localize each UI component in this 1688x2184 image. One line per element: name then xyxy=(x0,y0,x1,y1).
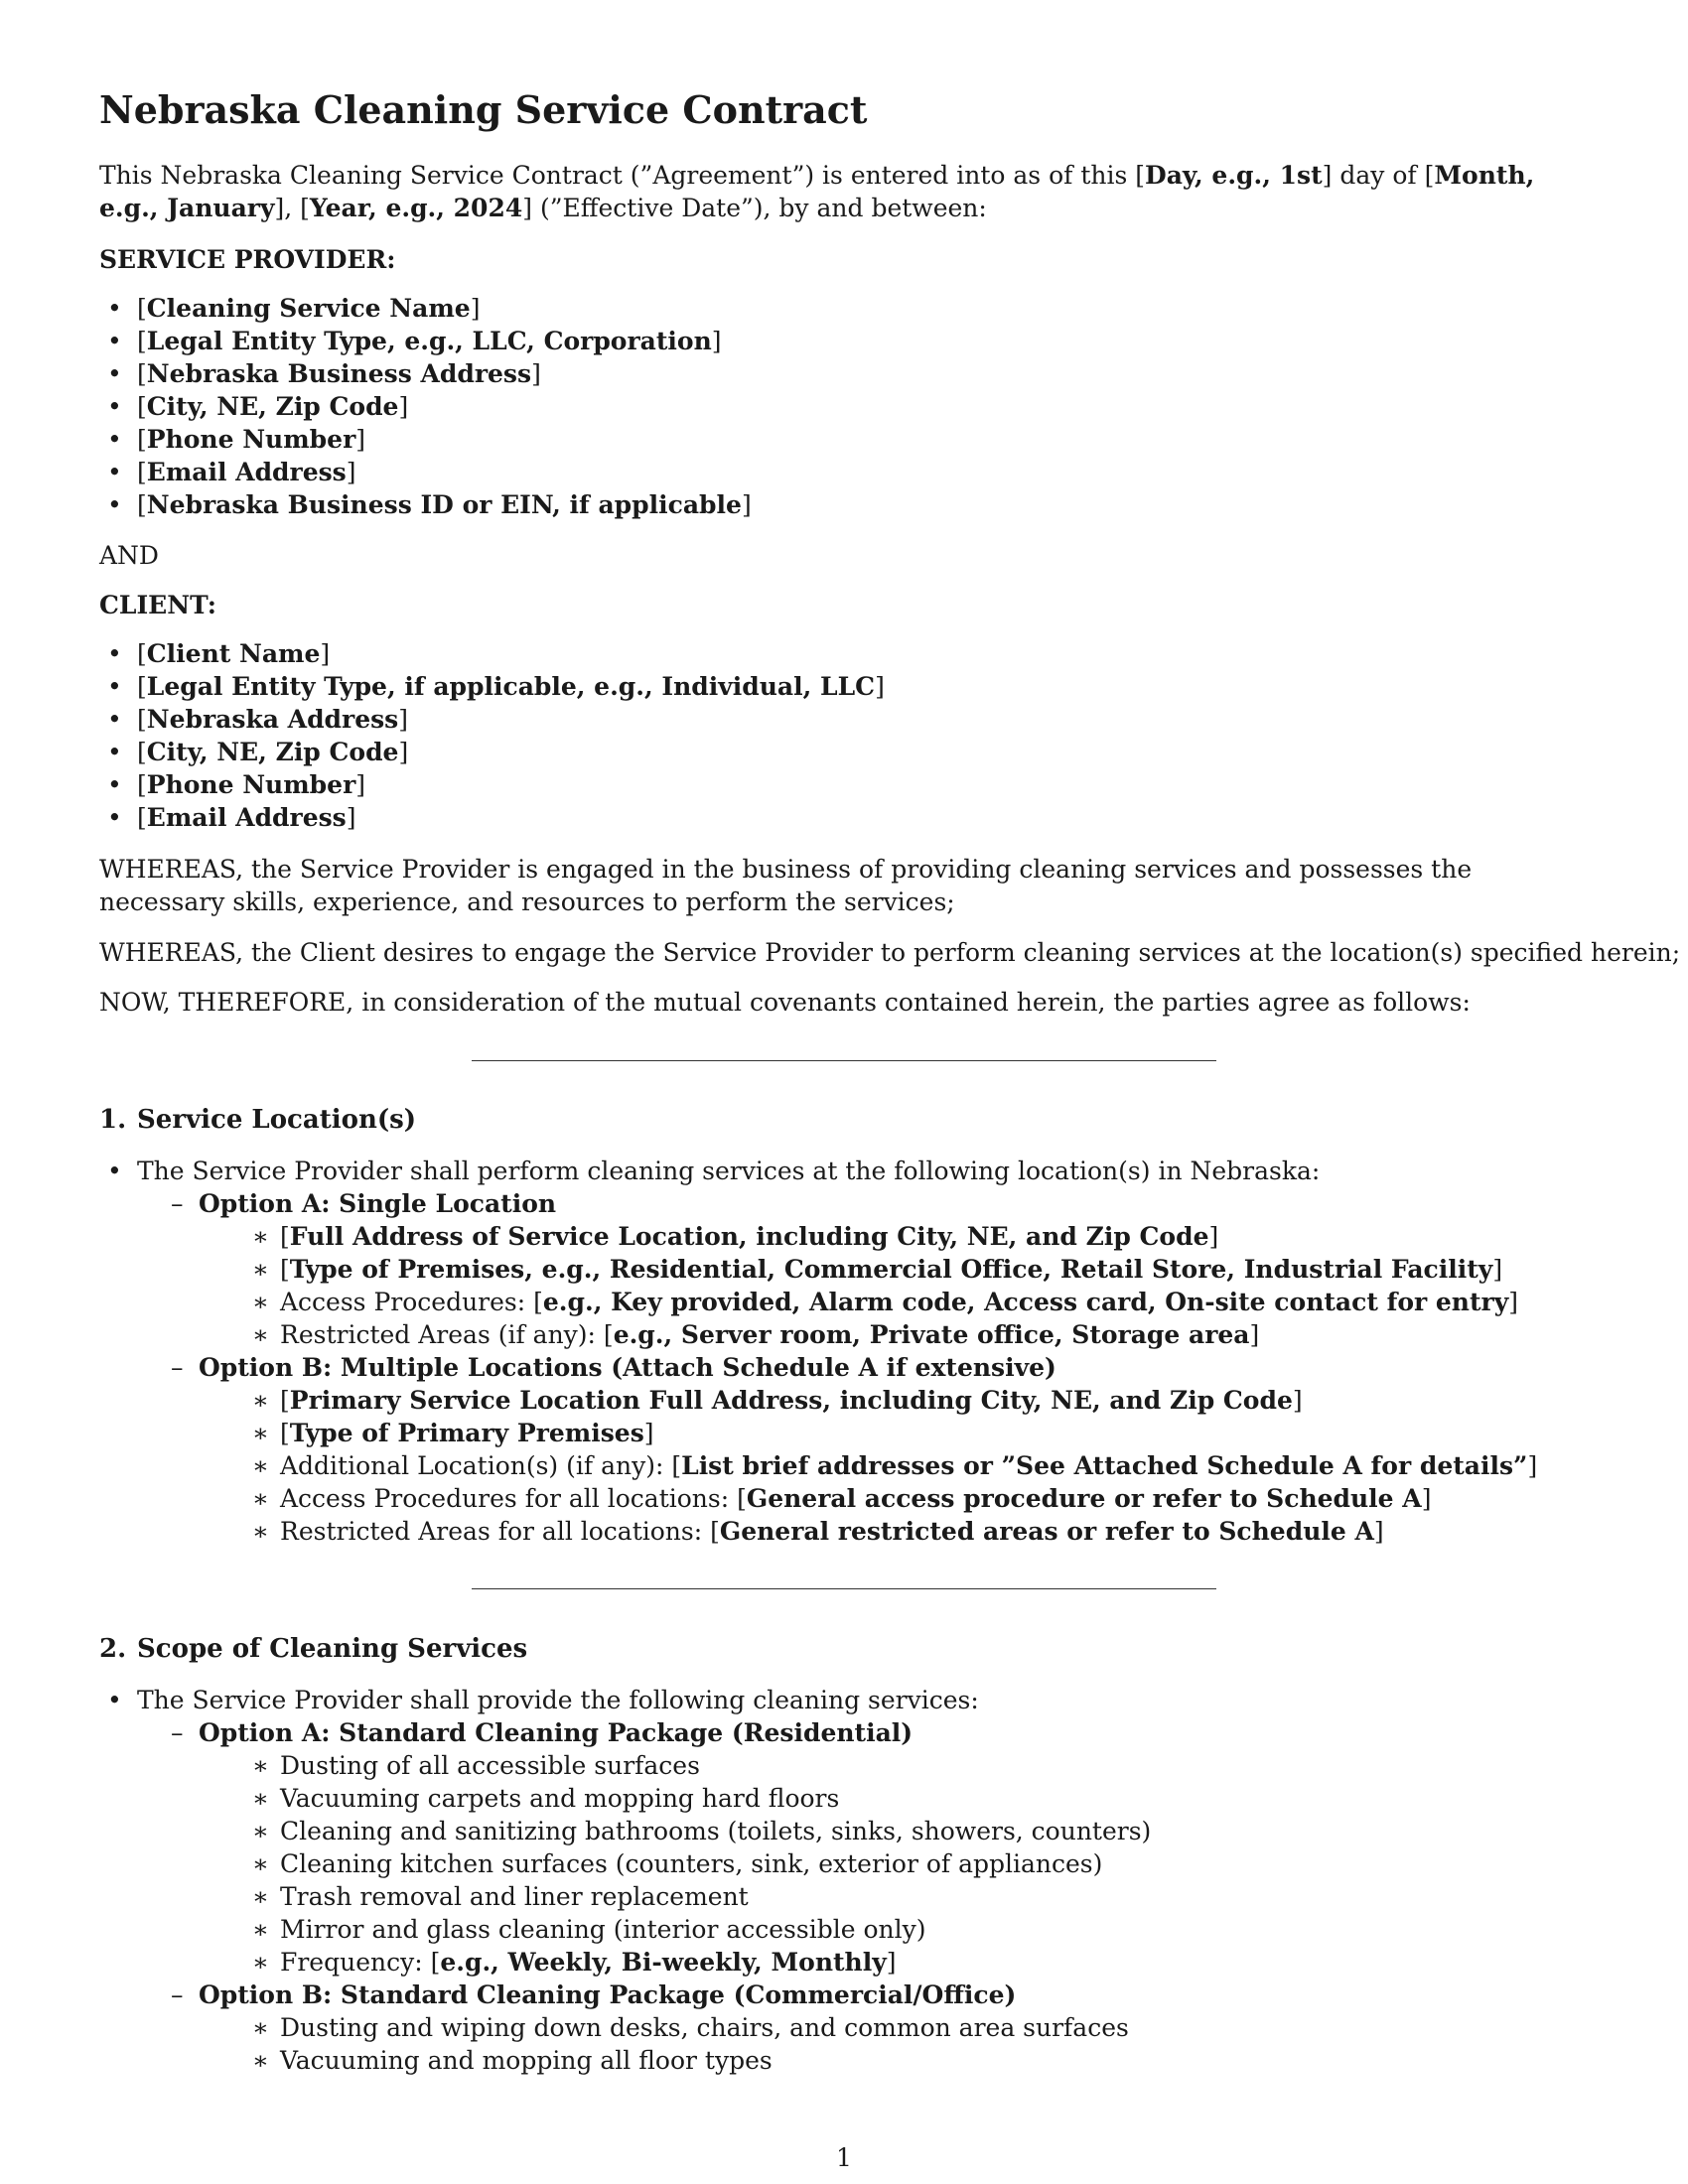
list-item: ∗ Restricted Areas (if any): [e.g., Server room, Private office, Storage area] xyxy=(280,1318,1259,1351)
list-item: ∗ Cleaning kitchen surfaces (counters, sink, exterior of appliances) xyxy=(280,1847,1102,1880)
day-placeholder: Day, e.g., 1st xyxy=(1145,161,1323,190)
intro-text-2: day of xyxy=(1332,161,1425,190)
year-placeholder: Year, e.g., 2024 xyxy=(309,194,523,222)
service-provider-heading: SERVICE PROVIDER: xyxy=(99,245,396,274)
whereas-paragraph-2: WHEREAS, the Client desires to engage the Service Provider to perform cleaning services at the location(s) specified herein; xyxy=(99,938,1681,967)
list-item: • [Email Address] xyxy=(137,456,356,488)
section-2-option-a: – Option A: Standard Cleaning Package (Residential) xyxy=(199,1716,913,1749)
section-2-lead: • The Service Provider shall provide the following cleaning services: xyxy=(137,1684,979,1716)
list-item: ∗ Frequency: [e.g., Weekly, Bi-weekly, Monthly] xyxy=(280,1946,897,1979)
list-item: • [Nebraska Business Address] xyxy=(137,357,541,390)
list-item: ∗ Access Procedures for all locations: [General access procedure or refer to Schedule A] xyxy=(280,1482,1431,1515)
intro-text-1: This Nebraska Cleaning Service Contract (”Agreement”) is entered into as of this xyxy=(99,161,1136,190)
document-title: Nebraska Cleaning Service Contract xyxy=(99,87,868,132)
list-item: ∗ Dusting of all accessible surfaces xyxy=(280,1749,700,1782)
list-item: ∗ Mirror and glass cleaning (interior accessible only) xyxy=(280,1913,925,1946)
list-item: • [Email Address] xyxy=(137,801,356,834)
list-item: ∗ Trash removal and liner replacement xyxy=(280,1880,749,1913)
section-2-option-b: – Option B: Standard Cleaning Package (Commercial/Office) xyxy=(199,1979,1016,2011)
list-item: • [Nebraska Business ID or EIN, if applicable] xyxy=(137,488,752,521)
list-item: ∗ [Full Address of Service Location, including City, NE, and Zip Code] xyxy=(280,1220,1218,1253)
section-1-option-b: – Option B: Multiple Locations (Attach Schedule A if extensive) xyxy=(199,1351,1056,1384)
list-item: ∗ [Type of Premises, e.g., Residential, Commercial Office, Retail Store, Industrial Facility] xyxy=(280,1253,1502,1286)
section-1-option-a: – Option A: Single Location xyxy=(199,1187,556,1220)
and-text: AND xyxy=(99,541,159,570)
list-item: • [Phone Number] xyxy=(137,423,365,456)
section-2-heading: 2. Scope of Cleaning Services xyxy=(99,1634,528,1664)
intro-text-4: (”Effective Date”), by and between: xyxy=(532,194,987,222)
list-item: • [Nebraska Address] xyxy=(137,703,408,736)
list-item: ∗ Vacuuming carpets and mopping hard floors xyxy=(280,1782,839,1815)
list-item: • [Phone Number] xyxy=(137,768,365,801)
list-item: ∗ [Type of Primary Premises] xyxy=(280,1417,654,1449)
list-item: • [City, NE, Zip Code] xyxy=(137,390,408,423)
list-item: ∗ Access Procedures: [e.g., Key provided, Alarm code, Access card, On-site contact for entry] xyxy=(280,1286,1518,1318)
section-1-heading: 1. Service Location(s) xyxy=(99,1105,417,1135)
month-placeholder: Month, e.g., January xyxy=(99,161,1535,222)
section-divider xyxy=(472,1588,1216,1589)
list-item: ∗ [Primary Service Location Full Address, including City, NE, and Zip Code] xyxy=(280,1384,1303,1417)
list-item: • [City, NE, Zip Code] xyxy=(137,736,408,768)
client-heading: CLIENT: xyxy=(99,591,217,619)
list-item: • [Legal Entity Type, e.g., LLC, Corporation] xyxy=(137,325,722,357)
list-item: • [Cleaning Service Name] xyxy=(137,292,480,325)
list-item: • [Legal Entity Type, if applicable, e.g., Individual, LLC] xyxy=(137,670,885,703)
section-1-lead: • The Service Provider shall perform cleaning services at the following location(s) in Nebraska: xyxy=(137,1155,1320,1187)
list-item: ∗ Vacuuming and mopping all floor types xyxy=(280,2044,773,2077)
intro-text-3: , xyxy=(284,194,301,222)
list-item: ∗ Cleaning and sanitizing bathrooms (toilets, sinks, showers, counters) xyxy=(280,1815,1151,1847)
intro-paragraph: This Nebraska Cleaning Service Contract (”Agreement”) is entered into as of this [Day, e.g., 1st] day of [Month, e.g., January], [Year, e.g., 2024] (”Effective Date”), by and between: xyxy=(99,161,1535,222)
list-item: ∗ Restricted Areas for all locations: [General restricted areas or refer to Schedule A] xyxy=(280,1515,1384,1548)
list-item: • [Client Name] xyxy=(137,637,330,670)
list-item: ∗ Dusting and wiping down desks, chairs, and common area surfaces xyxy=(280,2011,1129,2044)
now-therefore-paragraph: NOW, THEREFORE, in consideration of the mutual covenants contained herein, the parties agree as follows: xyxy=(99,988,1471,1017)
document-page xyxy=(99,0,1681,2184)
whereas-paragraph-1: WHEREAS, the Service Provider is engaged in the business of providing cleaning services and possesses the necessary skills, experience, and resources to perform the services; xyxy=(99,855,1473,916)
page-number: 1 xyxy=(836,2143,852,2172)
section-divider xyxy=(472,1060,1216,1061)
list-item: ∗ Additional Location(s) (if any): [List brief addresses or ”See Attached Schedule A for details”] xyxy=(280,1449,1537,1482)
